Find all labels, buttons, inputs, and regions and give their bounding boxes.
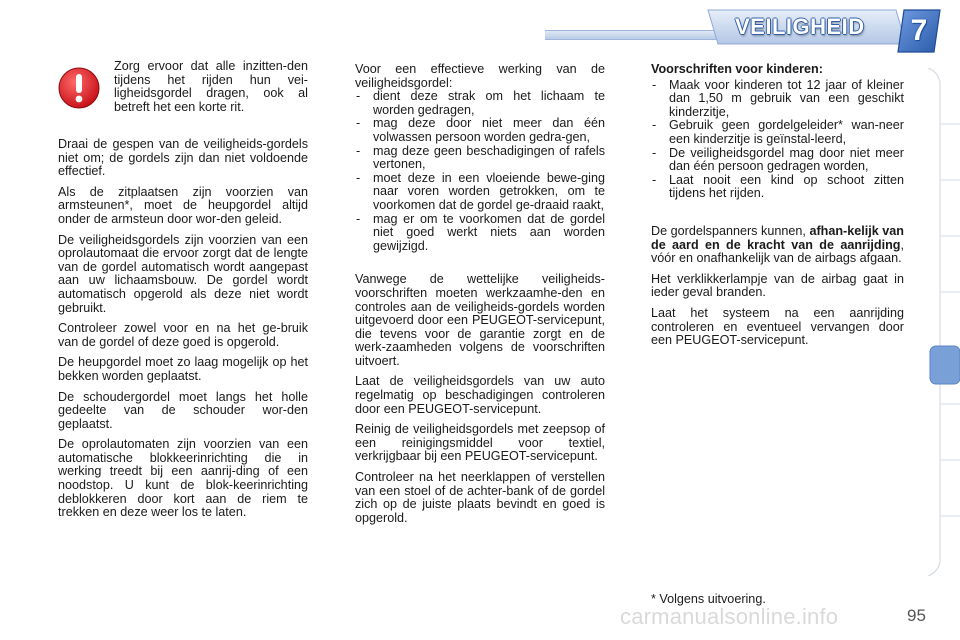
paragraph: Het verklikkerlampje van de airbag gaat in ieder geval branden.	[651, 271, 904, 300]
column-right	[651, 63, 904, 355]
paragraph: Laat de veiligheidsgordels van uw auto regelmatig op beschadigingen controleren door een PEUGEOT-servicepunt.	[355, 374, 605, 416]
paragraph: Laat het systeem na een aanrijding controleren en eventueel vervangen door een PEUGEOT-servicepunt.	[651, 305, 904, 348]
chapter-tab-strip	[924, 68, 960, 576]
pretensioner-paragraph	[651, 225, 904, 266]
paragraph: Draai de gespen van de veiligheids-gordels niet om; de gordels zijn dan niet voldoende effectief.	[58, 137, 308, 179]
active-chapter-tab	[930, 346, 960, 384]
paragraph: De oprolautomaten zijn voorzien van een automatische blokkeerinrichting die in werking treedt bij een aanrij-ding of een noodstop. U kunt de blok-keerinrichting deblokkeren door kort aan de riem te trekken en deze weer los te laten.	[58, 437, 308, 520]
paragraph: Als de zitplaatsen zijn voorzien van armsteunen*, moet de heupgordel altijd onder de armsteun door wor-den geleid.	[58, 184, 308, 226]
pretensioner-text-end: , vóór en onafhankelijk van de airbags afgaan.	[651, 237, 904, 266]
list-item: - mag deze door niet meer dan één volwassen persoon worden gedra-gen,	[355, 117, 605, 144]
paragraph: De veiligheidsgordels zijn voorzien van een oprolautomaat die ervoor zorgt dat de lengte van de gordel automatisch wordt aangepast aan uw lichaamsbouw. De gordel wordt automatisch opgerold als deze niet wordt gebruikt.	[58, 232, 308, 315]
exclamation-warning-icon	[57, 66, 101, 110]
children-rules-heading: Voorschriften voor kinderen:	[651, 62, 823, 76]
list-item: - dient deze strak om het lichaam te worden gedragen,	[355, 90, 605, 117]
footnote: * Volgens uitvoering.	[651, 592, 766, 606]
list-item: - Laat nooit een kind op schoot zitten tijdens het rijden.	[651, 174, 904, 201]
column-left	[58, 138, 308, 527]
paragraph: De heupgordel moet zo laag mogelijk op het bekken worden geplaatst.	[58, 355, 308, 383]
page-number: 95	[907, 606, 926, 625]
list-item: - Gebruik geen gordelgeleider* wan-neer een kinderzitje is geïnstal-leerd,	[651, 119, 904, 146]
list-item: - mag deze geen beschadigingen of rafels vertonen,	[355, 145, 605, 172]
pretensioner-text-bold: afhan-kelijk van de aard en de kracht van de aanrijding	[651, 223, 904, 252]
pretensioner-text-start: De gordelspanners kunnen,	[651, 223, 810, 238]
watermark: carmanualsonline.info	[620, 604, 839, 629]
warning-text: Zorg ervoor dat alle inzitten-den tijdens het rijden hun vei-ligheidsgordel dragen, ook al betreft het een korte rit.	[114, 59, 308, 114]
chapter-number: 7	[910, 14, 928, 47]
paragraph: Vanwege de wettelijke veiligheids-voorschriften moeten werkzaamhe-den en controles aan de veiligheids-gordels worden uitgevoerd door een PEUGEOT-servicepunt, die tevens voor de garantie zorgt en de werk-zaamheden volgens de voorschriften uitvoert.	[355, 272, 605, 368]
bullet-list	[651, 79, 904, 201]
section-title: VEILIGHEID	[735, 14, 865, 39]
paragraph: De schoudergordel moet langs het holle gedeelte van de schouder wor-den geplaatst.	[58, 389, 308, 431]
paragraph: Controleer zowel voor en na het ge-bruik van de gordel of deze goed is opgerold.	[58, 321, 308, 349]
list-item: - De veiligheidsgordel mag door niet meer dan één persoon gedragen worden,	[651, 147, 904, 174]
bullet-list	[355, 90, 605, 253]
paragraph: Voor een effectieve werking van de veiligheidsgordel:	[355, 62, 605, 90]
paragraph: Controleer na het neerklappen of verstellen van een stoel of de achter-bank of de gordel zich op de juiste plaats bevindt en goed is opgerold.	[355, 470, 605, 525]
list-item: - moet deze in een vloeiende bewe-ging naar voren worden getrokken, om te voorkomen dat de gordel ge-draaid raakt,	[355, 172, 605, 213]
column-middle	[355, 63, 605, 532]
paragraph: Reinig de veiligheidsgordels met zeepsop of een reinigingsmiddel voor textiel, verkrijgbaar bij een PEUGEOT-servicepunt.	[355, 422, 605, 464]
list-item: - mag er om te voorkomen dat de gordel niet goed werkt niets aan worden gewijzigd.	[355, 213, 605, 254]
list-item: - Maak voor kinderen tot 12 jaar of kleiner dan 1,50 m gebruik van een geschikt kinderzitje,	[651, 79, 904, 120]
